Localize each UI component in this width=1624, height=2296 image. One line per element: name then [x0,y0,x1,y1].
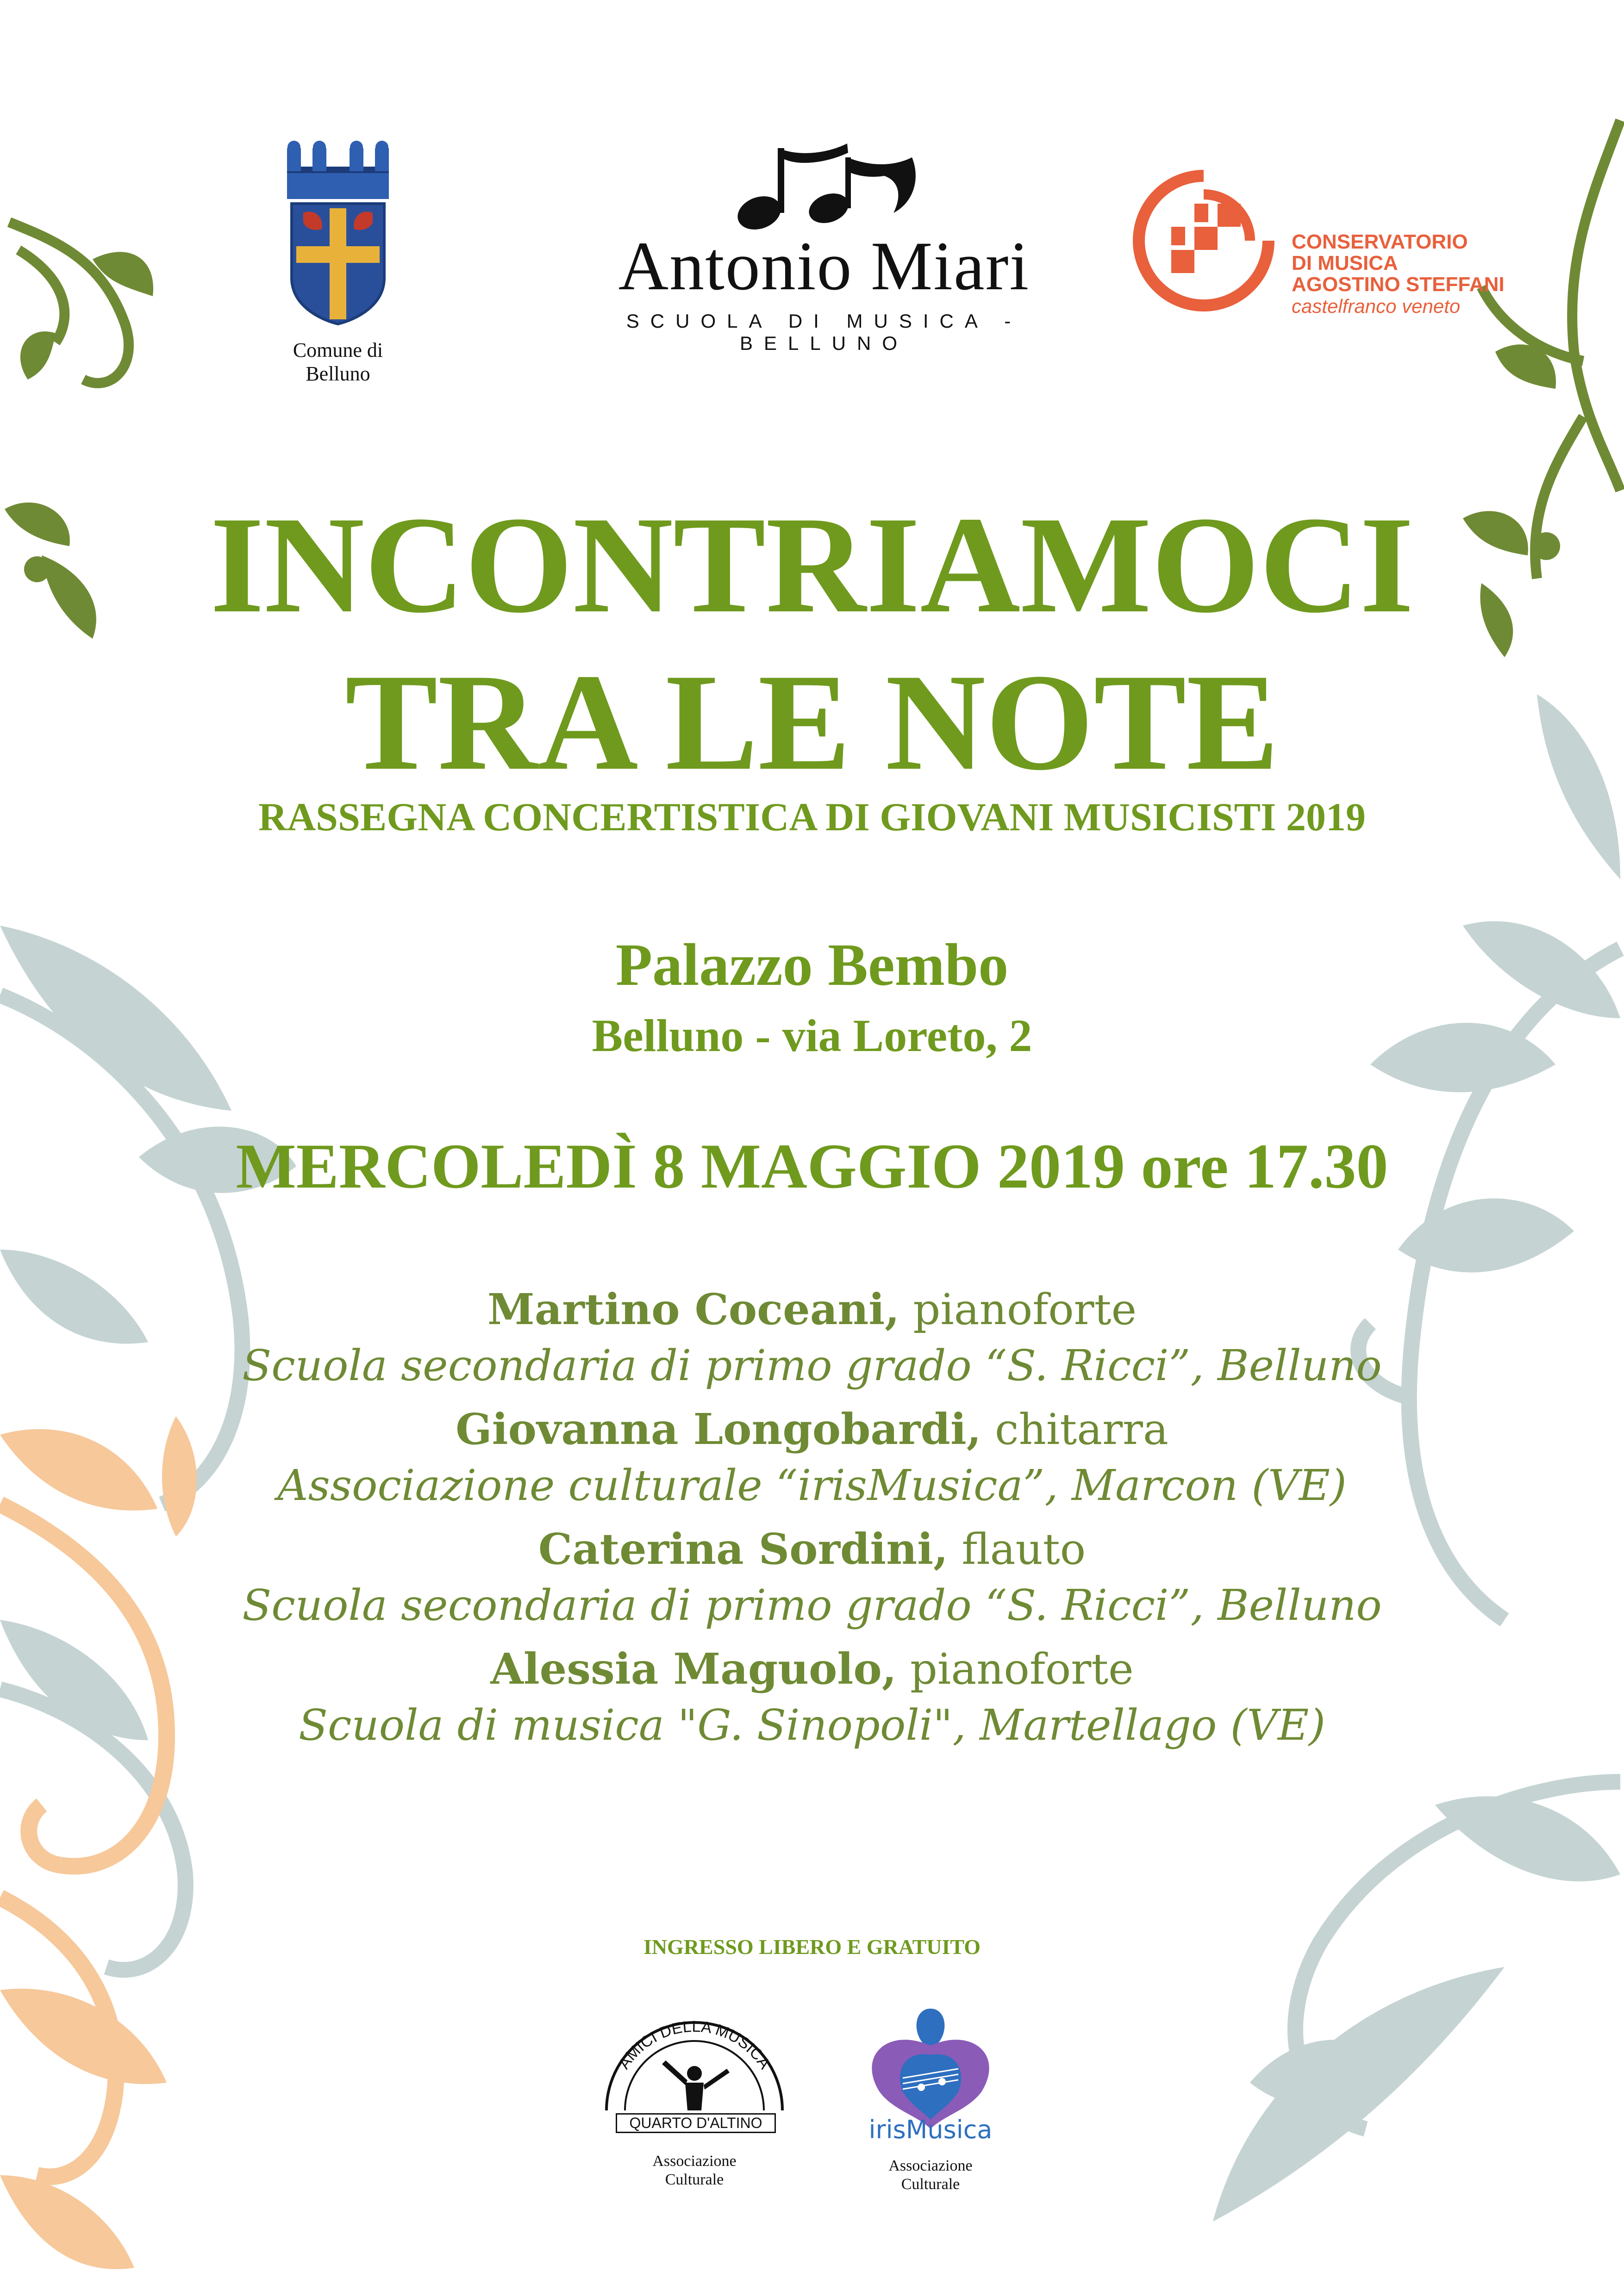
conservatorio-line-3: AGOSTINO STEFFANI [1292,273,1505,296]
performer-name: Giovanna Longobardi, [456,1404,981,1454]
comune-coat-of-arms-icon [259,139,417,333]
performer-instrument: flauto [948,1524,1086,1574]
iris-caption-2: Culturale [901,2176,960,2193]
performer-2 [0,1404,1624,1510]
free-entry-notice: INGRESSO LIBERO E GRATUITO [643,1935,981,1959]
conservatorio-line-2: DI MUSICA [1292,252,1398,274]
performer-instrument: chitarra [981,1405,1168,1454]
performer-name: Alessia Maguolo, [490,1644,897,1694]
event-title-line-1: INCONTRIAMOCI [210,488,1414,641]
iris-caption-1: Associazione [888,2157,973,2174]
amici-caption-1: Associazione [652,2153,737,2170]
comune-logo [259,139,417,385]
performer-instrument: pianoforte [896,1644,1134,1694]
amici-della-musica-logo [588,2004,801,2212]
miari-name: Antonio Miari [618,228,1030,305]
miari-subtitle: SCUOLA DI MUSICA - BELLUNO [626,310,1022,354]
performer-school: Scuola secondaria di primo grado “S. Ricci”, Belluno [242,1580,1382,1630]
svg-text:AMICI DELLA MUSICA [615,2018,774,2072]
conservatorio-emblem-icon [1130,167,1278,315]
performer-school: Associazione culturale “irisMusica”, Marcon (VE) [277,1461,1347,1510]
amici-caption-2: Culturale [665,2171,724,2188]
conservatorio-city: castelfranco veneto [1292,295,1461,317]
performer-name: Martino Coceani, [487,1284,900,1334]
performer-name: Caterina Sordini, [538,1524,949,1574]
event-date: MERCOLEDÌ 8 MAGGIO 2019 ore 17.30 [236,1131,1388,1201]
iris-name: irisMusica [868,2115,993,2144]
performer-1 [0,1284,1624,1390]
performer-4 [0,1644,1624,1750]
miari-logo [556,139,1093,352]
amici-banner: QUARTO D'ALTINO [616,2113,776,2133]
performer-school: Scuola secondaria di primo grado “S. Ricci”, Belluno [242,1341,1382,1390]
event-subtitle: RASSEGNA CONCERTISTICA DI GIOVANI MUSICISTI 2019 [258,795,1366,839]
comune-caption: Comune di Belluno [293,339,383,385]
music-notes-icon [708,139,940,236]
conservatorio-line-1: CONSERVATORIO [1292,230,1468,253]
performer-list [0,1284,1624,1750]
performer-instrument: pianoforte [899,1285,1137,1334]
venue-address: Belluno - via Loreto, 2 [592,1010,1032,1061]
amici-arc-text: AMICI DELLA MUSICA [615,2017,774,2072]
performer-3 [0,1524,1624,1630]
venue-name: Palazzo Bembo [615,932,1009,998]
irismusica-logo [852,1999,1009,2212]
conservatorio-logo [1130,167,1546,315]
event-title-line-2: TRA LE NOTE [345,645,1279,799]
performer-school: Scuola di musica "G. Sinopoli", Martellago (VE) [298,1700,1326,1750]
